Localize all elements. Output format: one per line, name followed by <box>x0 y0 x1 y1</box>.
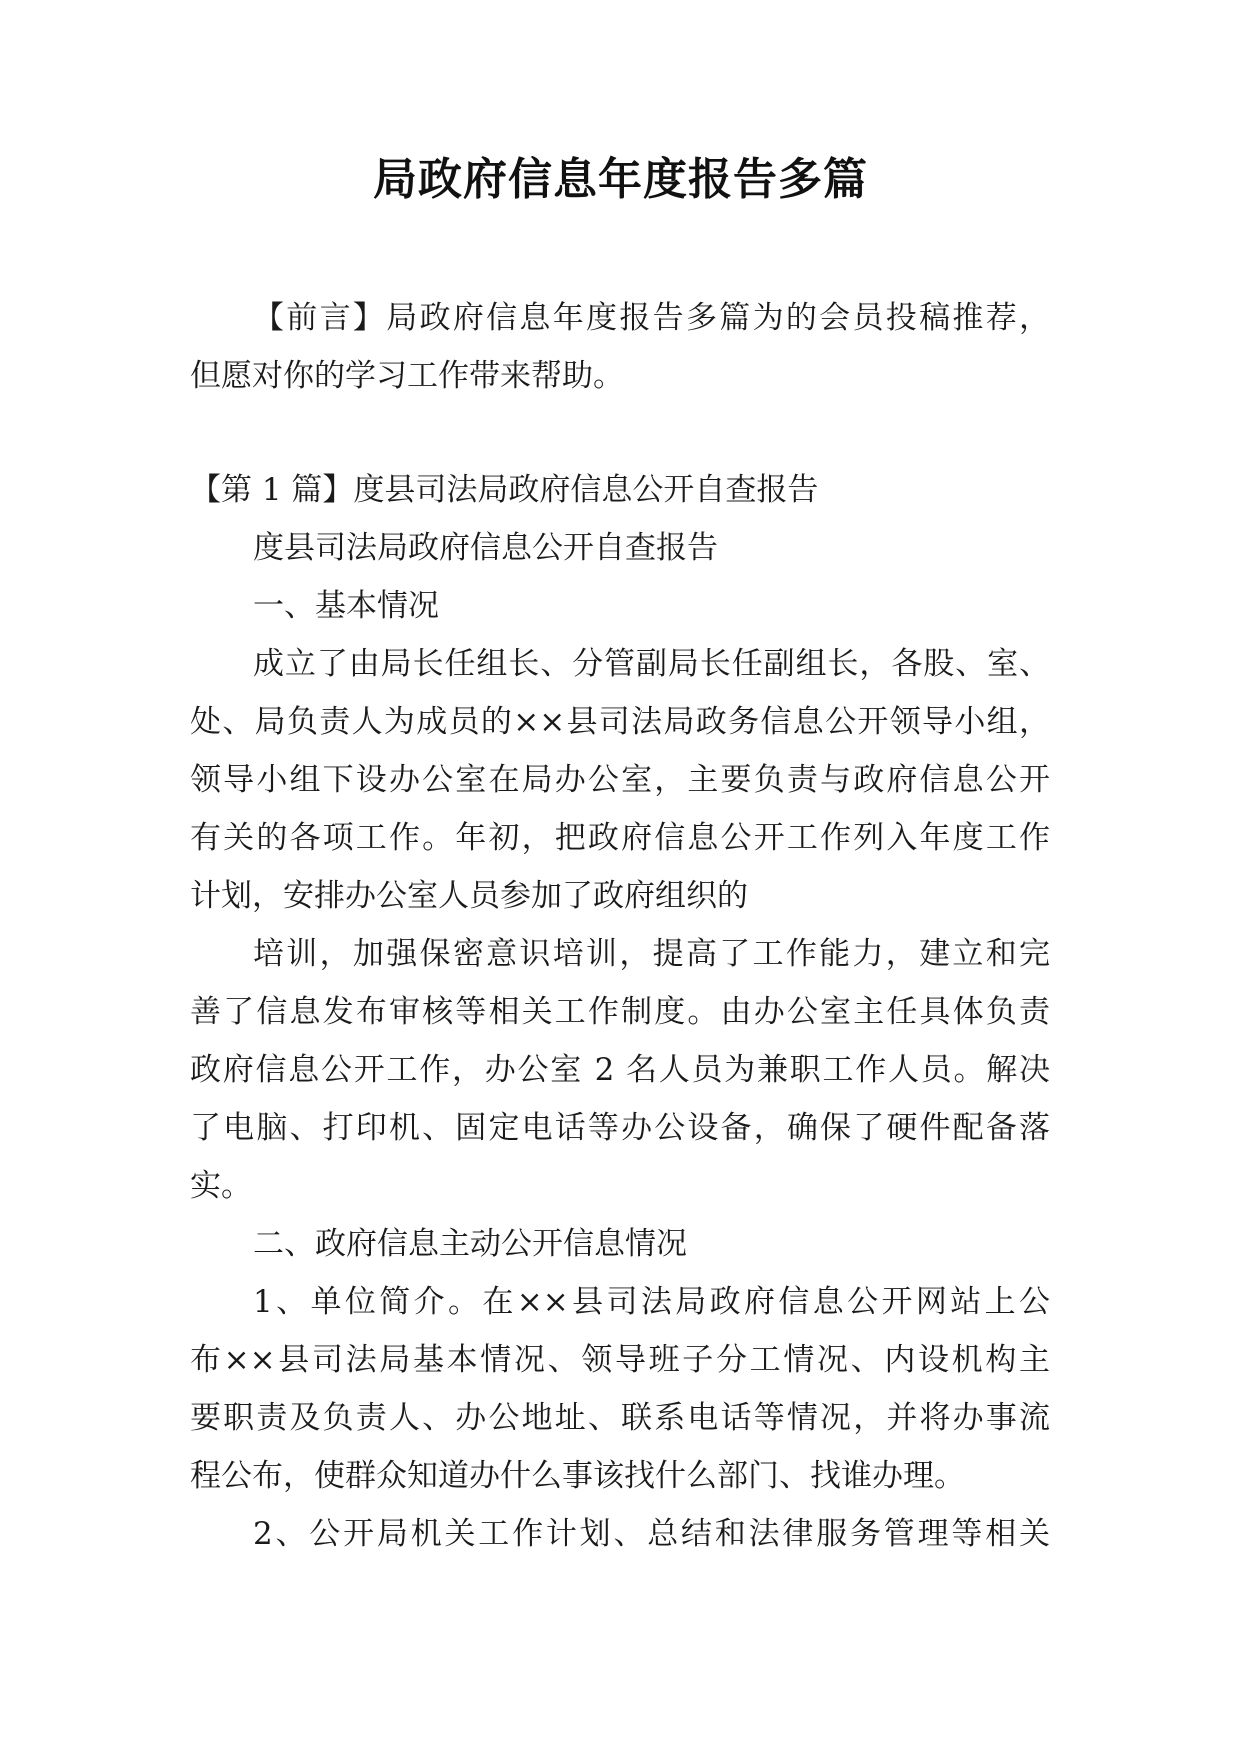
para1-line: 有关的各项工作。年初，把政府信息公开工作列入年度工作 <box>190 820 1050 856</box>
para2-line: 善了信息发布审核等相关工作制度。由办公室主任具体负责 <box>190 994 1050 1030</box>
para1-line: 领导小组下设办公室在局办公室，主要负责与政府信息公开 <box>190 762 1050 798</box>
report-subtitle: 度县司法局政府信息公开自查报告 <box>253 530 718 566</box>
para1-line: 计划，安排办公室人员参加了政府组织的 <box>190 878 748 914</box>
para1-line: 处、局负责人为成员的××县司法局政务信息公开领导小组， <box>190 704 1050 740</box>
para3-line: 程公布，使群众知道办什么事该找什么部门、找谁办理。 <box>190 1458 965 1494</box>
para4-line: 2、公开局机关工作计划、总结和法律服务管理等相关 <box>253 1516 1050 1552</box>
preface-line-1: 【前言】局政府信息年度报告多篇为的会员投稿推荐， <box>253 300 1050 336</box>
para2-line: 培训，加强保密意识培训，提高了工作能力，建立和完 <box>253 936 1050 972</box>
para1-line: 成立了由局长任组长、分管副局长任副组长，各股、室、 <box>253 646 1050 682</box>
para2-line: 实。 <box>190 1168 252 1204</box>
para3-line: 要职责及负责人、办公地址、联系电话等情况，并将办事流 <box>190 1400 1050 1436</box>
document-title: 局政府信息年度报告多篇 <box>373 154 868 205</box>
section-1-heading: 一、基本情况 <box>253 588 439 624</box>
chapter-heading: 【第 1 篇】度县司法局政府信息公开自查报告 <box>190 472 819 508</box>
para3-line: 1、单位简介。在××县司法局政府信息公开网站上公 <box>253 1284 1050 1320</box>
para2-line: 政府信息公开工作，办公室 2 名人员为兼职工作人员。解决 <box>190 1052 1050 1088</box>
para3-line: 布××县司法局基本情况、领导班子分工情况、内设机构主 <box>190 1342 1050 1378</box>
preface-line-2: 但愿对你的学习工作带来帮助。 <box>190 358 624 394</box>
para2-line: 了电脑、打印机、固定电话等办公设备，确保了硬件配备落 <box>190 1110 1050 1146</box>
section-2-heading: 二、政府信息主动公开信息情况 <box>253 1226 687 1262</box>
